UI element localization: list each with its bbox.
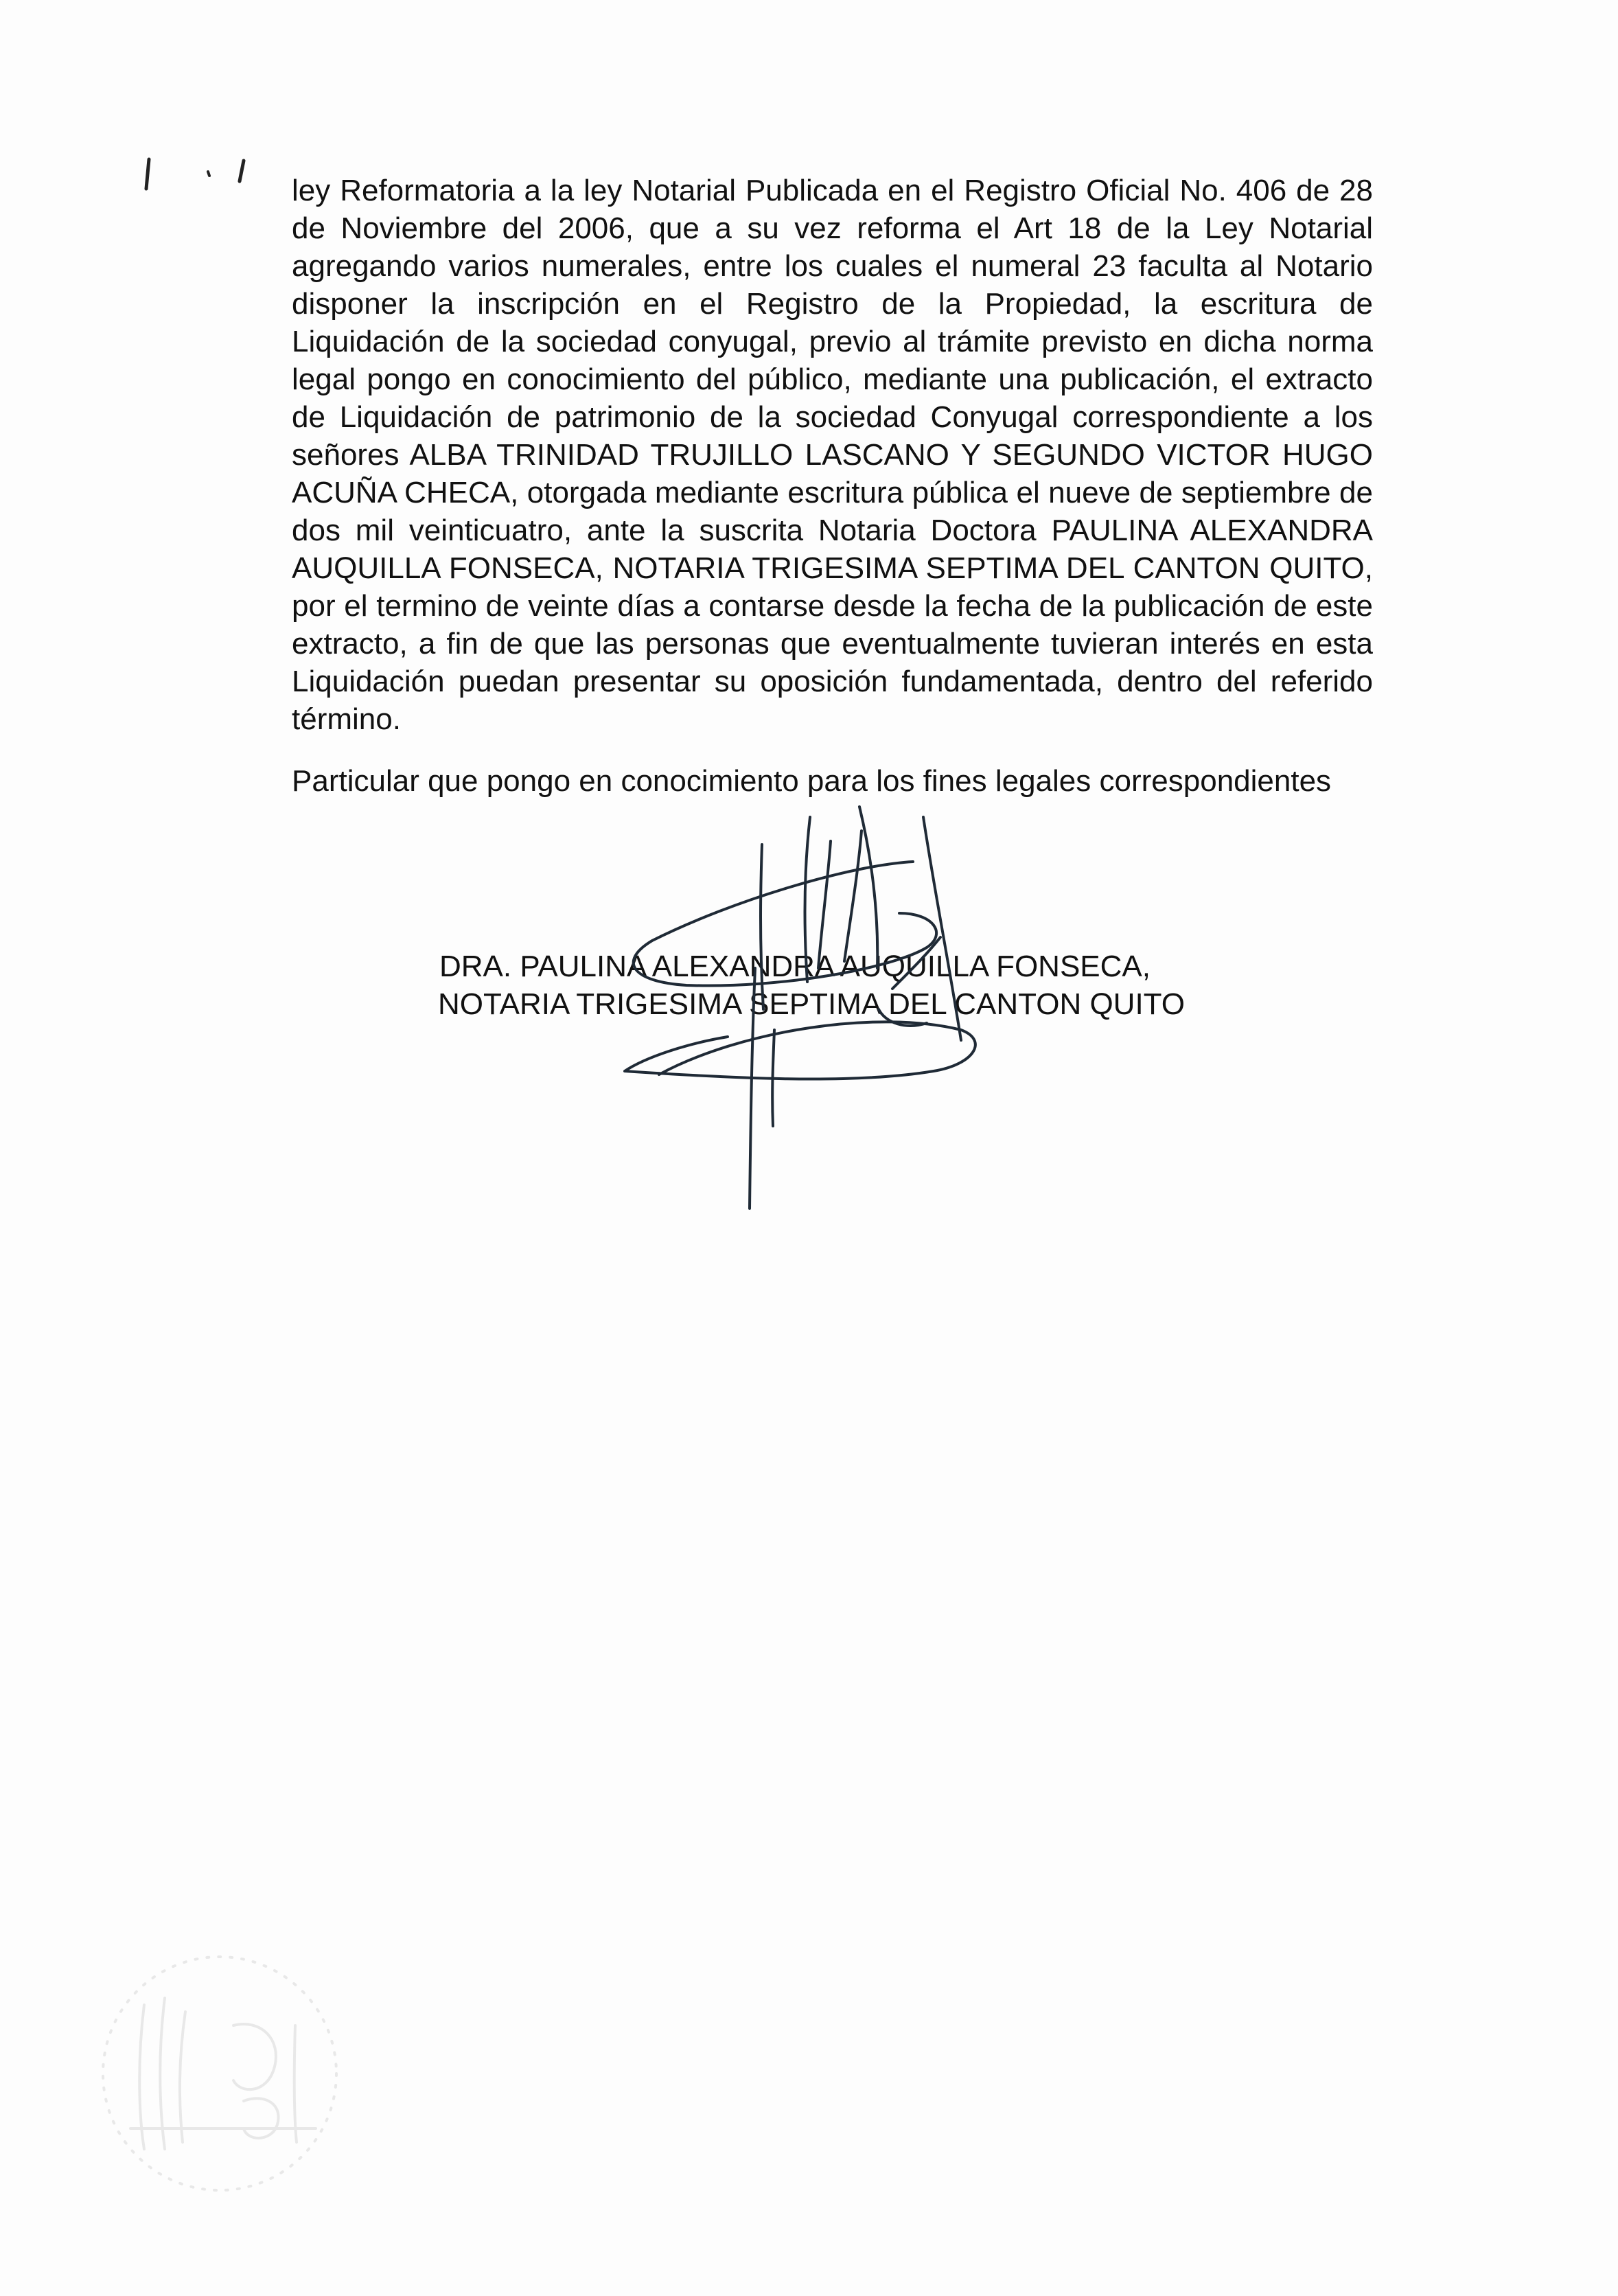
body-paragraph: ley Reformatoria a la ley Notarial Publicada en el Registro Oficial No. 406 de 28 de Noviembre del 2006, que a su vez reforma el Art 18 de la Ley Notarial agregando varios numerales, entre los cuales el numeral 23 faculta al Notario disponer la inscripción en el Registro de la Propiedad, la escritura de Liquidación de la sociedad conyugal, previo al trámite previsto en dicha norma legal pongo en conocimiento del público, mediante una publicación, el extracto de Liquidación de patrimonio de la sociedad Conyugal correspondiente a los señores ALBA TRINIDAD TRUJILLO LASCANO Y SEGUNDO VICTOR HUGO ACUÑA CHECA, otorgada mediante escritura pública el nueve de septiembre de dos mil veinticuatro, ante la suscrita Notaria Doctora PAULINA ALEXANDRA AUQUILLA FONSECA, NOTARIA TRIGESIMA SEPTIMA DEL CANTON QUITO, por el termino de veinte días a contarse desde la fecha de la publicación de este extracto, a fin de que las personas que eventualmente tuvieran interés en esta Liquidación puedan presentar su oposición fundamentada, dentro del referido término.	[292, 174, 1373, 736]
handwritten-corner-marks	[141, 151, 257, 192]
closing-paragraph: Particular que pongo en conocimiento para los fines legales correspondientes	[292, 764, 1332, 798]
embossed-seal	[76, 1922, 364, 2211]
signer-title: NOTARIA TRIGESIMA SEPTIMA DEL CANTON QUITO	[438, 987, 1185, 1021]
handwritten-signature	[604, 803, 989, 1215]
signer-name: DRA. PAULINA ALEXANDRA AUQUILLA FONSECA,	[439, 950, 1151, 983]
